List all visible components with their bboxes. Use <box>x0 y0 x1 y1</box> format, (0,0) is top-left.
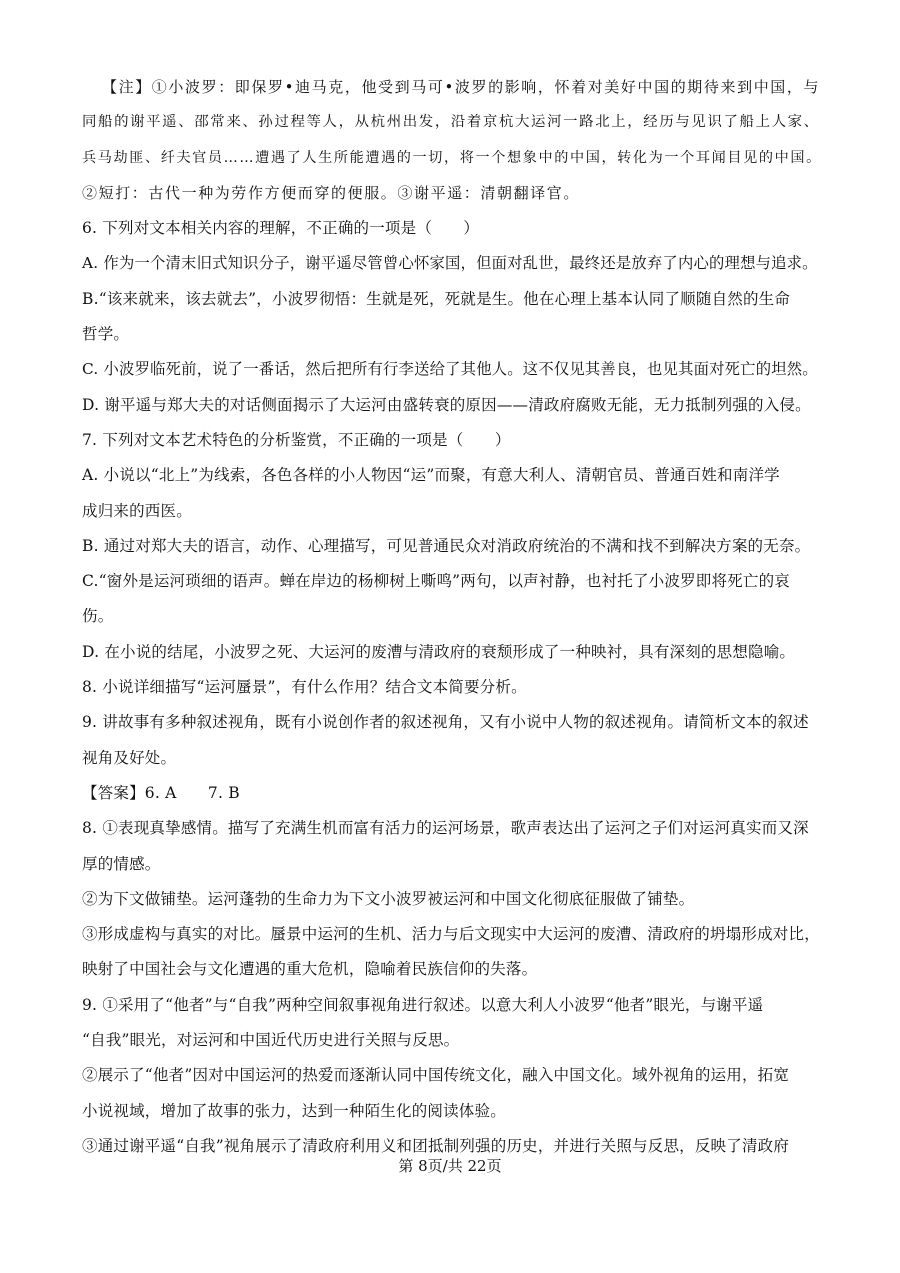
option-7a: A. 小说以“北上”为线索，各色各样的小人物因“运”而聚，有意大利人、清朝官员、普通百姓和南洋学 <box>82 466 780 485</box>
option-7c-cont: 伤。 <box>82 607 114 626</box>
question-9: 9. 讲故事有多种叙述视角，既有小说创作者的叙述视角，又有小说中人物的叙述视角。请简析文本的叙述 <box>82 713 809 732</box>
option-7d: D. 在小说的结尾，小波罗之死、大运河的废漕与清政府的衰颓形成了一种映衬，具有深刻的思想隐喻。 <box>82 642 796 661</box>
answer-key: 【答案】6. A 7. B <box>82 783 240 802</box>
question-7: 7. 下列对文本艺术特色的分析鉴赏，不正确的一项是（ ） <box>82 430 511 449</box>
option-7a-cont: 成归来的西医。 <box>82 501 192 520</box>
option-6c: C. 小波罗临死前，说了一番话，然后把所有行李送给了其他人。这不仅见其善良，也见其面对死亡的坦然。 <box>82 360 818 379</box>
note-line: 【注】①小波罗：即保罗•迪马克，他受到马可•波罗的影响，怀着对美好中国的期待来到中国，与 <box>102 78 821 96</box>
answer-9-point-2: ②展示了“他者”因对中国运河的热爱而逐渐认同中国传统文化，融入中国文化。域外视角的运用，拓宽 <box>82 1066 790 1085</box>
answer-8-point-1-cont: 厚的情感。 <box>82 854 161 873</box>
note-line: 兵马劫匪、纤夫官员……遭遇了人生所能遭遇的一切，将一个想象中的中国，转化为一个耳闻目见的中国。 <box>82 149 822 166</box>
answer-9-point-3: ③通过谢平遥“自我”视角展示了清政府利用义和团抵制列强的历史，并进行关照与反思，反映了清政府 <box>82 1136 790 1155</box>
question-9-cont: 视角及好处。 <box>82 748 177 767</box>
answer-8-point-2: ②为下文做铺垫。运河蓬勃的生命力为下文小波罗被运河和中国文化彻底征服做了铺垫。 <box>82 889 695 908</box>
option-6b: B.“该来就来，该去就去”，小波罗彻悟：生就是死，死就是生。他在心理上基本认同了顺随自然的生命 <box>82 289 791 308</box>
option-7c: C.“窗外是运河琐细的语声。蝉在岸边的杨柳树上嘶鸣”两句，以声衬静，也衬托了小波罗即将死亡的哀 <box>82 572 790 591</box>
option-6a: A. 作为一个清末旧式知识分子，谢平遥尽管曾心怀家国，但面对乱世，最终还是放弃了内心的理想与追求。 <box>82 254 818 273</box>
document-page <box>82 70 822 1164</box>
answer-9-point-1: 9. ①采用了“他者”与“自我”两种空间叙事视角进行叙述。以意大利人小波罗“他者”眼光，与谢平遥 <box>82 995 764 1014</box>
answer-8-point-3: ③形成虚构与真实的对比。蜃景中运河的生机、活力与后文现实中大运河的废漕、清政府的坍塌形成对比， <box>82 925 820 944</box>
option-6b-cont: 哲学。 <box>82 325 130 344</box>
question-6: 6. 下列对文本相关内容的理解，不正确的一项是（ ） <box>82 219 480 238</box>
questions-and-answers <box>82 211 822 1164</box>
note-line: 同船的谢平遥、邵常来、孙过程等人，从杭州出发，沿着京杭大运河一路北上，经历与见识了船上人家、 <box>82 114 820 131</box>
answer-8-point-1: 8. ①表现真挚感情。描写了充满生机而富有活力的运河场景，歌声表达出了运河之子们对运河真实而又深 <box>82 819 809 838</box>
annotation-note <box>82 70 822 211</box>
option-7b: B. 通过对郑大夫的语言，动作、心理描写，可见普通民众对消政府统治的不满和找不到解决方案的无奈。 <box>82 536 811 555</box>
question-8: 8. 小说详细描写“运河蜃景”，有什么作用？结合文本简要分析。 <box>82 678 527 697</box>
note-line: ②短打：古代一种为劳作方便而穿的便服。③谢平遥：清朝翻译官。 <box>82 183 581 202</box>
answer-9-point-1-cont: “自我”眼光，对运河和中国近代历史进行关照与反思。 <box>82 1031 460 1050</box>
page-footer: 第 8页/共 22页 <box>398 1157 502 1175</box>
option-6d: D. 谢平遥与郑大夫的对话侧面揭示了大运河由盛转衰的原因——清政府腐败无能，无力抵制列强的入侵。 <box>82 395 811 414</box>
answer-9-point-2-cont: 小说视域，增加了故事的张力，达到一种陌生化的阅读体验。 <box>82 1101 506 1120</box>
answer-8-point-3-cont: 映射了中国社会与文化遭遇的重大危机，隐喻着民族信仰的失落。 <box>82 960 538 979</box>
